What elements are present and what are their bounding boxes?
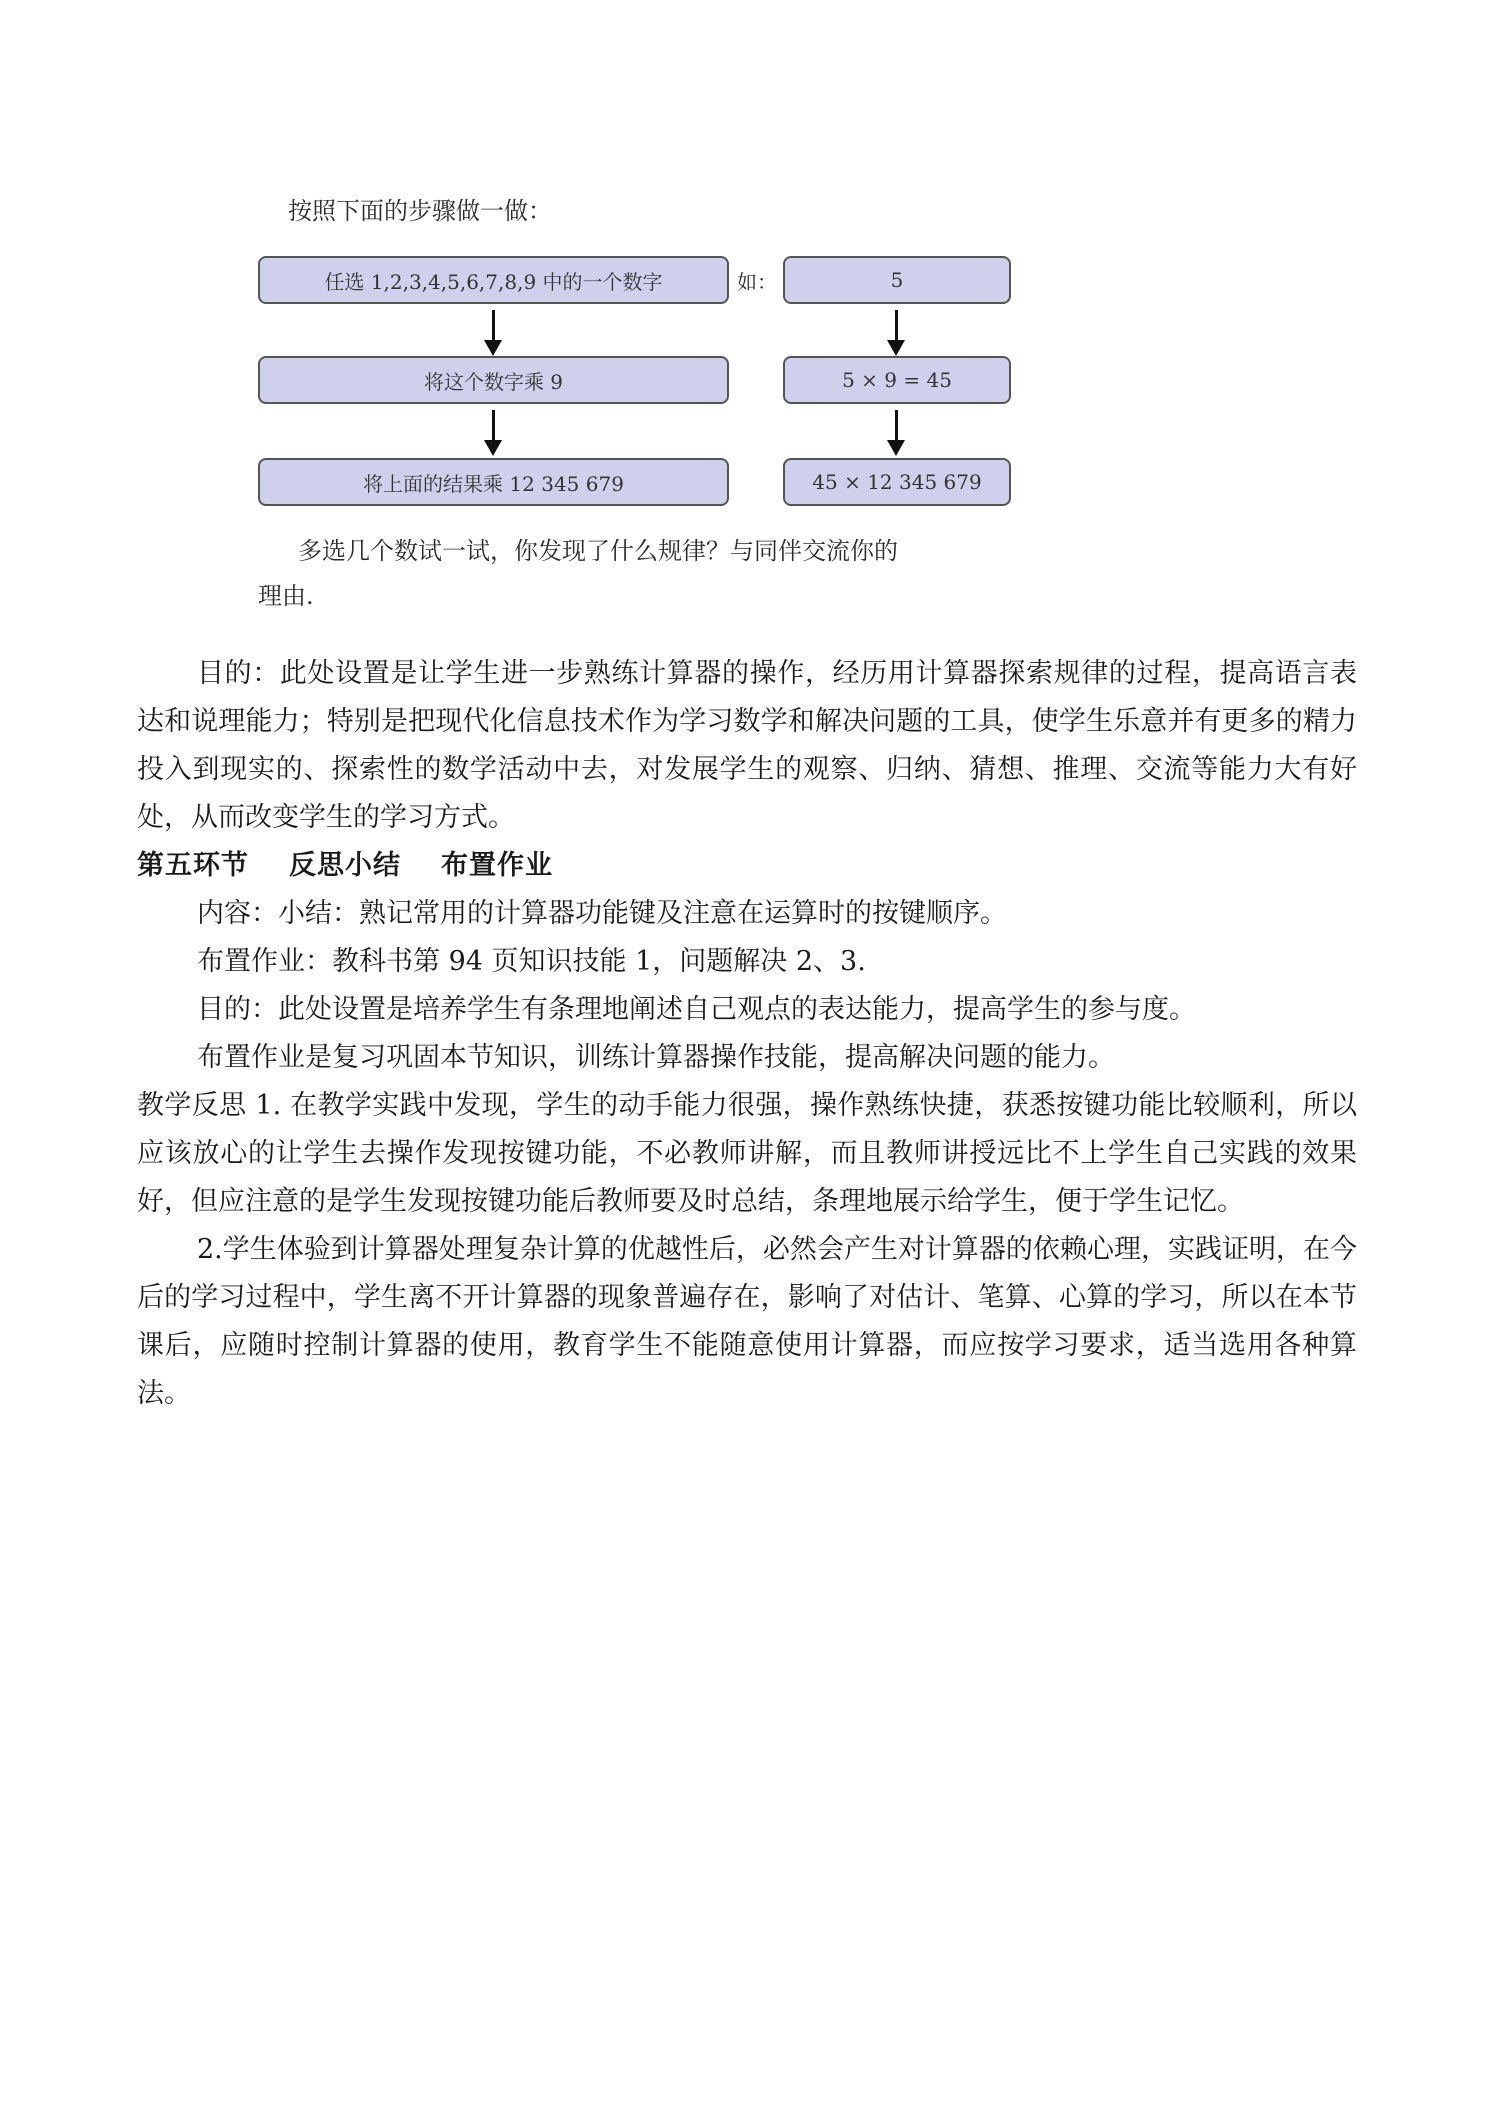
section-heading — [137, 842, 1357, 890]
down-arrow-icon — [492, 310, 495, 342]
purpose-paragraph: 目的：此处设置是让学生进一步熟练计算器的操作，经历用计算器探索规律的过程，提高语言表达和说理能力；特别是把现代化信息技术作为学习数学和解决问题的工具，使学生乐意并有更多的精力投入到现实的、探索性的数学活动中去，对发展学生的观察、归纳、猜想、推理、交流等能力大有好处，从而改变学生的学习方式。 — [137, 658, 1357, 833]
reflection-paragraph-2: 2.学生体验到计算器处理复杂计算的优越性后，必然会产生对计算器的依赖心理，实践证明，在今后的学习过程中，学生离不开计算器的现象普遍存在，影响了对估计、笔算、心算的学习，所以在本节课后，应随时控制计算器的使用，教育学生不能随意使用计算器，而应按学习要求，适当选用各种算法。 — [137, 1234, 1357, 1409]
down-arrow-icon — [492, 410, 495, 442]
step-box-2: 将这个数字乘 9 — [258, 356, 729, 404]
example-label: 如： — [737, 270, 777, 294]
figure-intro: 按照下面的步骤做一做： — [288, 197, 552, 225]
purpose-paragraph-2: 目的：此处设置是培养学生有条理地阐述自己观点的表达能力，提高学生的参与度。 — [197, 994, 1196, 1025]
section-number: 第五环节 — [137, 850, 249, 881]
down-arrow-icon — [895, 410, 898, 442]
textbook-figure — [255, 186, 1035, 616]
step-box-3: 将上面的结果乘 12 345 679 — [258, 458, 729, 506]
step-box-1: 任选 1,2,3,4,5,6,7,8,9 中的一个数字 — [258, 256, 729, 304]
homework-note-paragraph: 布置作业是复习巩固本节知识，训练计算器操作技能，提高解决问题的能力。 — [197, 1042, 1115, 1073]
example-box-3: 45 × 12 345 679 — [783, 458, 1011, 506]
example-box-2: 5 × 9 = 45 — [783, 356, 1011, 404]
figure-question-end: 理由. — [258, 582, 314, 610]
section-topic: 反思小结 — [289, 850, 401, 881]
content-paragraph: 内容：小结：熟记常用的计算器功能键及注意在运算时的按键顺序。 — [197, 898, 1007, 929]
figure-question: 多选几个数试一试，你发现了什么规律？与同伴交流你的 — [298, 537, 898, 565]
homework-paragraph: 布置作业：教科书第 94 页知识技能 1，问题解决 2、3. — [197, 946, 866, 977]
section-task: 布置作业 — [441, 850, 553, 881]
down-arrow-icon — [895, 310, 898, 342]
reflection-paragraph-1: 教学反思 1. 在教学实践中发现，学生的动手能力很强，操作熟练快捷，获悉按键功能比较顺利，所以应该放心的让学生去操作发现按键功能，不必教师讲解，而且教师讲授远比不上学生自己实践的效果好，但应注意的是学生发现按键功能后教师要及时总结，条理地展示给学生，便于学生记忆。 — [137, 1090, 1357, 1217]
example-box-1: 5 — [783, 256, 1011, 304]
document-body — [137, 650, 1357, 1418]
